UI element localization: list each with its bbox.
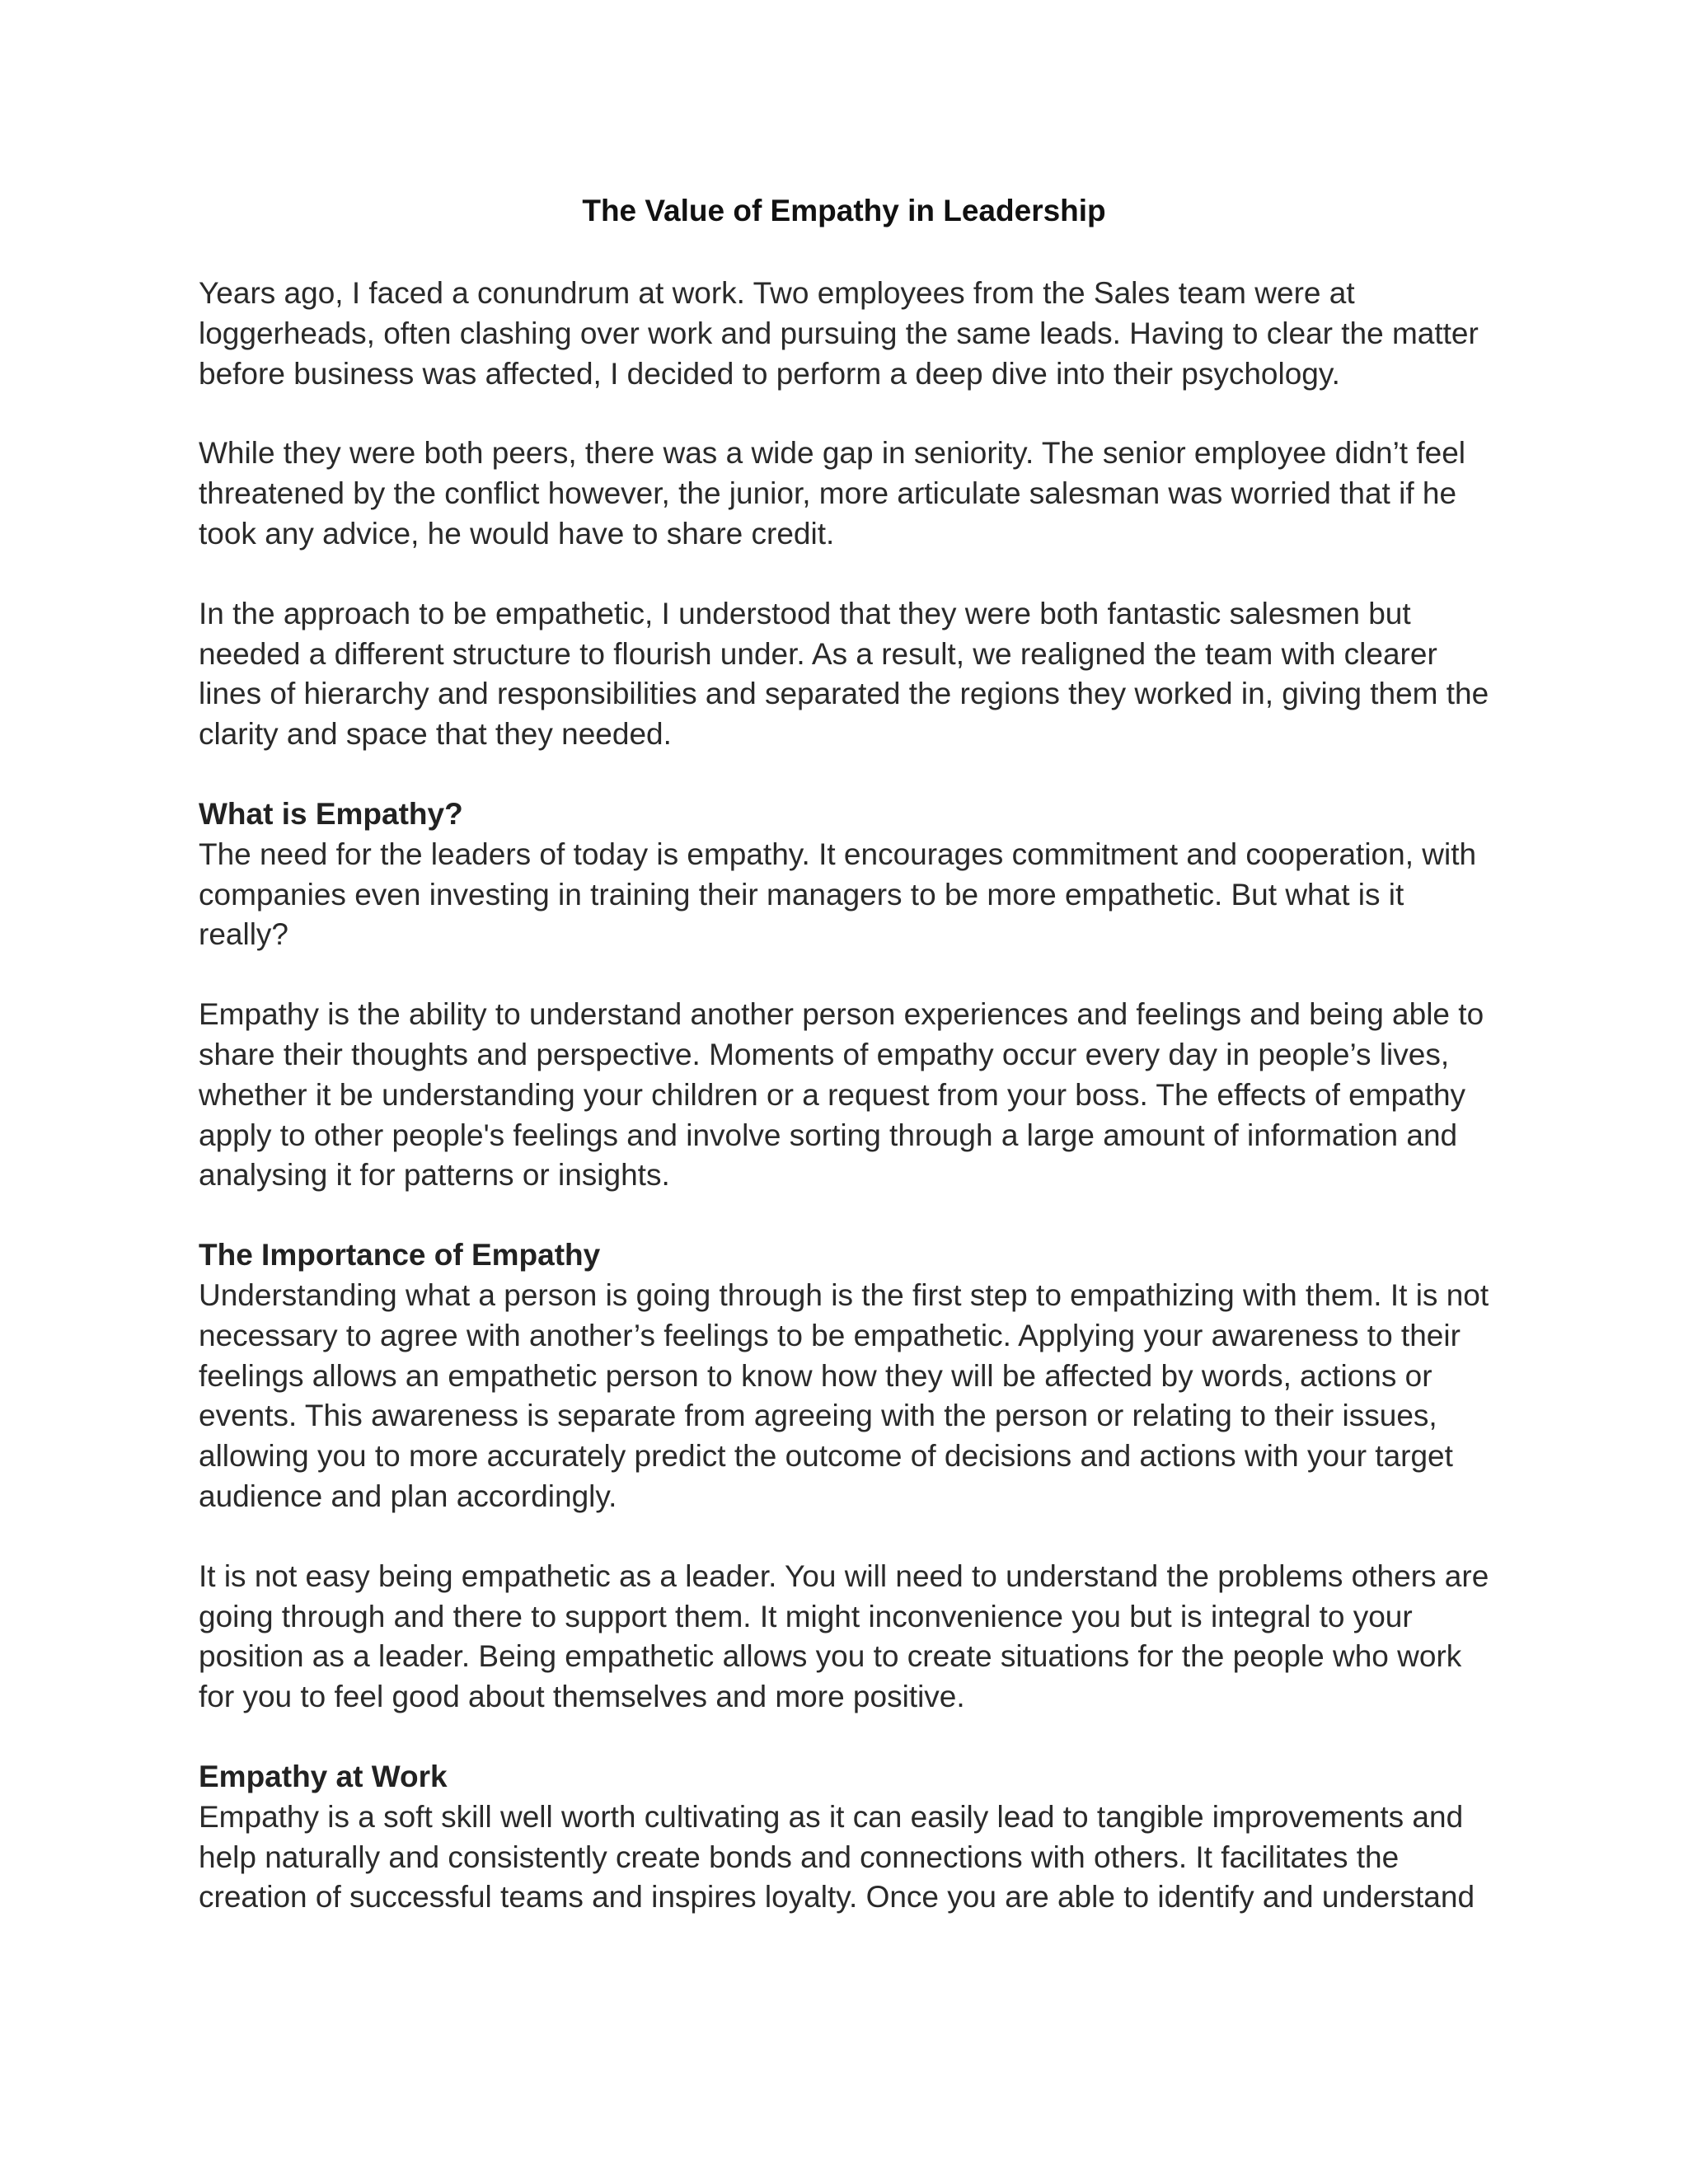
text-line: for you to feel good about themselves and more positive.: [199, 1680, 965, 1714]
document-title: The Value of Empathy in Leadership: [582, 194, 1106, 227]
text-line: Years ago, I faced a conundrum at work. Two employees from the Sales team were at: [199, 276, 1355, 310]
section-heading-importance-of-empathy: The Importance of Empathy: [199, 1238, 601, 1272]
text-line: events. This awareness is separate from agreeing with the person or relating to their issues,: [199, 1399, 1437, 1433]
section-paragraph: [199, 1276, 1501, 1517]
text-line: before business was affected, I decided to perform a deep dive into their psychology.: [199, 356, 1340, 391]
text-line: threatened by the conflict however, the junior, more articulate salesman was worried that if he: [199, 476, 1457, 511]
section-paragraph: [199, 1557, 1501, 1718]
text-line: necessary to agree with another’s feelings to be empathetic. Applying your awareness to their: [199, 1318, 1461, 1352]
section-paragraph: [199, 995, 1501, 1196]
section-paragraph: [199, 835, 1501, 955]
text-line: creation of successful teams and inspires loyalty. Once you are able to identify and understand: [199, 1880, 1475, 1915]
text-line: clarity and space that they needed.: [199, 717, 672, 752]
intro-paragraph-1: [199, 274, 1501, 394]
text-line: really?: [199, 917, 288, 952]
text-line: took any advice, he would have to share credit.: [199, 516, 835, 551]
text-line: allowing you to more accurately predict the outcome of decisions and actions with your target: [199, 1439, 1453, 1474]
text-line: analysing it for patterns or insights.: [199, 1158, 670, 1193]
section-heading-empathy-at-work: Empathy at Work: [199, 1759, 448, 1793]
section-heading-what-is-empathy: What is Empathy?: [199, 796, 463, 831]
text-line: The need for the leaders of today is empathy. It encourages commitment and cooperation, with: [199, 837, 1477, 871]
text-line: Empathy is a soft skill well worth cultivating as it can easily lead to tangible improvements and: [199, 1799, 1464, 1834]
text-line: going through and there to support them. It might inconvenience you but is integral to your: [199, 1599, 1413, 1633]
text-line: whether it be understanding your children or a request from your boss. The effects of empathy: [199, 1077, 1466, 1112]
document-body: [199, 274, 1501, 1957]
text-line: audience and plan accordingly.: [199, 1479, 617, 1513]
text-line: companies even investing in training their managers to be more empathetic. But what is it: [199, 877, 1404, 912]
text-line: needed a different structure to flourish under. As a result, we realigned the team with clearer: [199, 636, 1437, 671]
text-line: While they were both peers, there was a wide gap in seniority. The senior employee didn’t feel: [199, 436, 1466, 471]
intro-paragraph-3: [199, 594, 1501, 755]
intro-paragraph-2: [199, 434, 1501, 554]
section-paragraph: [199, 1797, 1501, 1918]
text-line: In the approach to be empathetic, I understood that they were both fantastic salesmen but: [199, 596, 1411, 630]
text-line: lines of hierarchy and responsibilities and separated the regions they worked in, giving them the: [199, 677, 1489, 711]
text-line: share their thoughts and perspective. Moments of empathy occur every day in people’s lives,: [199, 1037, 1450, 1071]
text-line: position as a leader. Being empathetic allows you to create situations for the people who work: [199, 1639, 1462, 1674]
text-line: apply to other people's feelings and involve sorting through a large amount of information and: [199, 1118, 1458, 1152]
text-line: Understanding what a person is going through is the first step to empathizing with them. It is not: [199, 1277, 1489, 1312]
text-line: loggerheads, often clashing over work and pursuing the same leads. Having to clear the matter: [199, 316, 1479, 350]
text-line: feelings allows an empathetic person to know how they will be affected by words, actions or: [199, 1358, 1432, 1393]
text-line: help naturally and consistently create bonds and connections with others. It facilitates the: [199, 1840, 1400, 1874]
text-line: Empathy is the ability to understand another person experiences and feelings and being able to: [199, 997, 1484, 1032]
text-line: It is not easy being empathetic as a leader. You will need to understand the problems others are: [199, 1558, 1489, 1593]
